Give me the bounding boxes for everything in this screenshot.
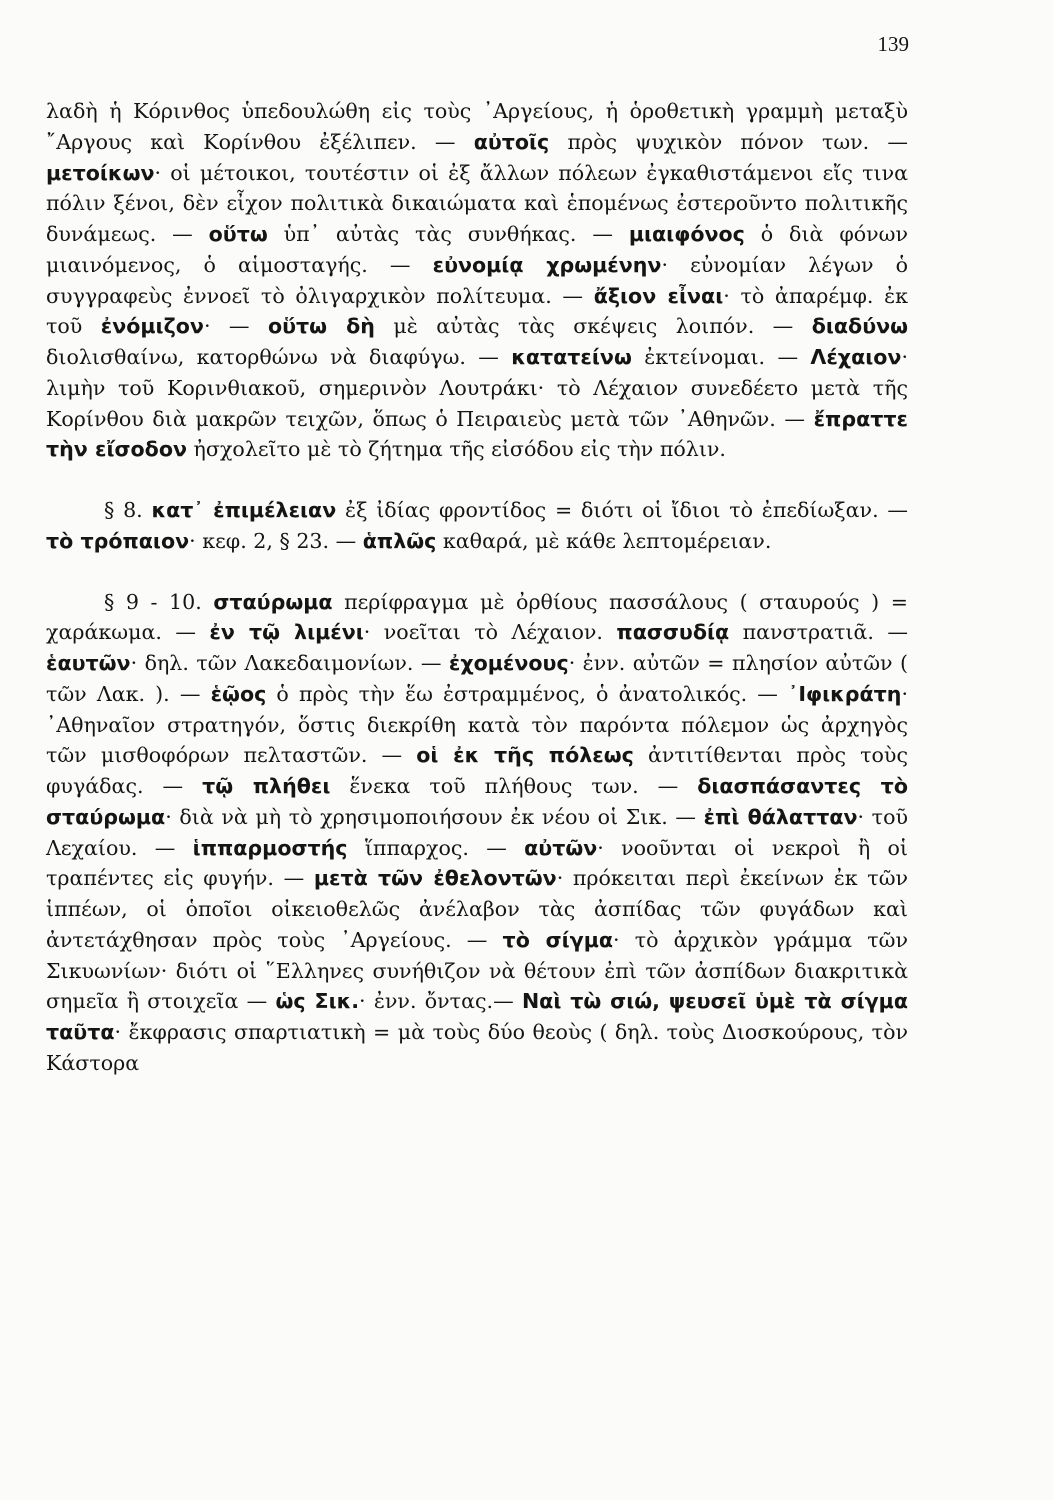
- commentary-text: · λιμὴν τοῦ Κορινθιακοῦ, σημερινὸν Λουτράκι· τὸ Λέχαιον συνεδέετο μετὰ τῆς Κορίνθου διὰ μακρῶν τειχῶν, ὅπως ὁ Πειραιεὺς μετὰ τῶν ᾿Αθηνῶν. —: [46, 345, 908, 431]
- lemma: τῷ πλήθει: [202, 774, 331, 798]
- lemma: διαδύνω: [811, 314, 909, 339]
- commentary-text: · δηλ. τῶν Λακεδαιμονίων. —: [130, 651, 449, 675]
- commentary-text: ὑπ᾿ αὐτὰς τὰς συνθήκας. —: [267, 222, 629, 246]
- commentary-text: · τὸ ἀρχικὸν γράμμα τῶν Σικυωνίων· διότι οἱ ῞Ελληνες συνήθιζον νὰ θέτουν ἐπὶ τῶν ἀσπίδων διακριτικὰ σημεῖα ἢ στοιχεῖα —: [46, 927, 908, 1014]
- commentary-text: ὁ διὰ φόνων μιαινόμενος, ὁ αἱμοσταγής. —: [46, 222, 908, 277]
- lemma: διασπάσαντες τὸ σταύρωμα: [46, 774, 908, 829]
- commentary-text: πανστρατιᾶ. —: [729, 620, 908, 645]
- lemma: Ναὶ τὼ σιώ, ψευσεῖ ὑμὲ τὰ σίγμα ταῦτα: [46, 989, 908, 1044]
- lemma: εὐνομίᾳ χρωμένην: [432, 252, 662, 277]
- commentary-text: · νοεῖται τὸ Λέχαιον.: [363, 620, 617, 645]
- paragraph-gap: [46, 465, 908, 495]
- commentary-text: · κεφ. 2, § 23. —: [189, 528, 363, 553]
- lemma: οὕτω: [208, 222, 268, 246]
- commentary-text: § 8.: [104, 498, 152, 522]
- lemma: ἐπὶ θάλατταν: [703, 804, 858, 829]
- commentary-text: ὁ πρὸς τὴν ἕω ἐστραμμένος, ὁ ἀνατολικός. —: [266, 681, 789, 706]
- lemma: ἑαυτῶν: [46, 651, 131, 675]
- lemma: μιαιφόνος: [628, 222, 745, 246]
- lemma: ἐχομένους: [448, 651, 569, 675]
- lemma: τὸ σίγμα: [502, 927, 613, 952]
- lemma: κατ᾿ ἐπιμέλειαν: [151, 498, 337, 522]
- commentary-text: · ᾿Αθηναῖον στρατηγόν, ὅστις διεκρίθη κατὰ τὸν παρόντα πόλεμον ὡς ἀρχηγὸς τῶν μισθοφόρων πελταστῶν. —: [46, 681, 908, 768]
- page-number: 139: [877, 32, 909, 56]
- lemma: ἱππαρμοστής: [192, 835, 348, 860]
- commentary-text: λαδὴ ἡ Κόρινθος ὑπεδουλώθη εἰς τοὺς ᾿Αργείους, ἡ ὁροθετικὴ γραμμὴ μεταξὺ ῎Αργους καὶ Κορίνθου ἐξέλιπεν. —: [46, 99, 908, 154]
- paragraph: [46, 96, 908, 465]
- commentary-text: ἠσχολεῖτο μὲ τὸ ζήτημα τῆς εἰσόδου εἰς τὴν πόλιν.: [187, 437, 726, 462]
- commentary-text: · διὰ νὰ μὴ τὸ χρησιμοποιήσουν ἐκ νέου οἱ Σικ. —: [165, 804, 704, 829]
- lemma: ἄξιον εἶναι: [593, 283, 724, 308]
- lemma: ᾿Ιφικράτη: [788, 681, 902, 706]
- lemma: τὸ τρόπαιον: [46, 528, 190, 553]
- paragraph: [46, 495, 908, 557]
- commentary-text: ἀντιτίθενται πρὸς τοὺς φυγάδας. —: [46, 743, 908, 798]
- commentary-text: πρὸς ψυχικὸν πόνον των. —: [549, 129, 908, 154]
- lemma: ἁπλῶς: [362, 528, 437, 553]
- lemma: πασσυδίᾳ: [616, 620, 730, 645]
- lemma: Λέχαιον: [810, 345, 902, 369]
- commentary-text: ἵππαρχος. —: [347, 835, 525, 860]
- commentary-text: § 9 - 10.: [104, 589, 214, 614]
- lemma: οὕτω δὴ: [267, 314, 375, 339]
- lemma: μετοίκων: [46, 160, 155, 185]
- lemma: ἐν τῷ λιμένι: [209, 620, 364, 645]
- commentary-text: καθαρά, μὲ κάθε λεπτομέρειαν.: [436, 528, 772, 553]
- lemma: σταύρωμα: [213, 589, 333, 614]
- commentary-text: · νοοῦνται οἱ νεκροὶ ἢ οἱ τραπέντες εἰς φυγήν. —: [46, 835, 908, 891]
- commentary-text: · ἐνν. ὄντας.—: [359, 989, 522, 1014]
- lemma: μετὰ τῶν ἐθελοντῶν: [313, 866, 557, 891]
- lemma: ἑῷος: [210, 681, 267, 706]
- lemma: ἔπραττε τὴν εἴσοδον: [46, 406, 908, 462]
- commentary-text: · ἔκφρασις σπαρτιατικὴ = μὰ τοὺς δύο θεοὺς ( δηλ. τοὺς Διοσκούρους, τὸν Κάστορα: [46, 1020, 908, 1075]
- commentary-text: ἐξ ἰδίας φροντίδος = διότι οἱ ἴδιοι τὸ ἐπεδίωξαν. —: [336, 498, 908, 522]
- commentary-text: · τὸ ἀπαρέμφ. ἐκ τοῦ: [46, 283, 909, 339]
- commentary-text: · πρόκειται περὶ ἐκείνων ἐκ τῶν ἱππέων, οἱ ὁποῖοι οἰκειοθελῶς ἀνέλαβον τὰς ἀσπίδας τῶν φυγάδων καὶ ἀντετάχθησαν πρὸς τοὺς ᾿Αργείους. —: [46, 866, 909, 952]
- commentary-text: · —: [203, 314, 268, 339]
- paragraph-gap: [46, 557, 908, 587]
- commentary-text: μὲ αὐτὰς τὰς σκέψεις λοιπόν. —: [374, 314, 812, 339]
- commentary-text: · οἱ μέτοικοι, τουτέστιν οἱ ἐξ ἄλλων πόλεων ἐγκαθιστάμενοι εἴς τινα πόλιν ξένοι, δὲν εἶχον πολιτικὰ δικαιώματα καὶ ἑπομένως ἐστεροῦντο πολιτικῆς δυνάμεως. —: [46, 160, 908, 246]
- commentary-text: ἕνεκα τοῦ πλήθους των. —: [330, 774, 698, 798]
- paragraph: [46, 587, 908, 1079]
- commentary-text: · τοῦ Λεχαίου. —: [46, 804, 908, 860]
- lemma: αὐτῶν: [524, 835, 598, 860]
- commentary-text: · εὐνομίαν λέγων ὁ συγγραφεὺς ἐννοεῖ τὸ ὀλιγαρχικὸν πολίτευμα. —: [46, 252, 908, 308]
- lemma: ἐνόμιζον: [100, 314, 204, 339]
- body-text: [46, 96, 908, 1079]
- lemma: κατατείνω: [511, 345, 632, 369]
- commentary-text: ἐκτείνομαι. —: [631, 345, 811, 369]
- commentary-text: διολισθαίνω, κατορθώνω νὰ διαφύγω. —: [46, 345, 512, 369]
- lemma: ὡς Σικ.: [275, 989, 360, 1014]
- commentary-text: · ἐνν. αὐτῶν = πλησίον αὐτῶν ( τῶν Λακ. ). —: [46, 651, 908, 706]
- lemma: οἱ ἐκ τῆς πόλεως: [416, 743, 634, 768]
- lemma: αὐτοῖς: [473, 129, 550, 154]
- commentary-text: περίφραγμα μὲ ὀρθίους πασσάλους ( σταυρούς ) = χαράκωμα. —: [46, 589, 908, 645]
